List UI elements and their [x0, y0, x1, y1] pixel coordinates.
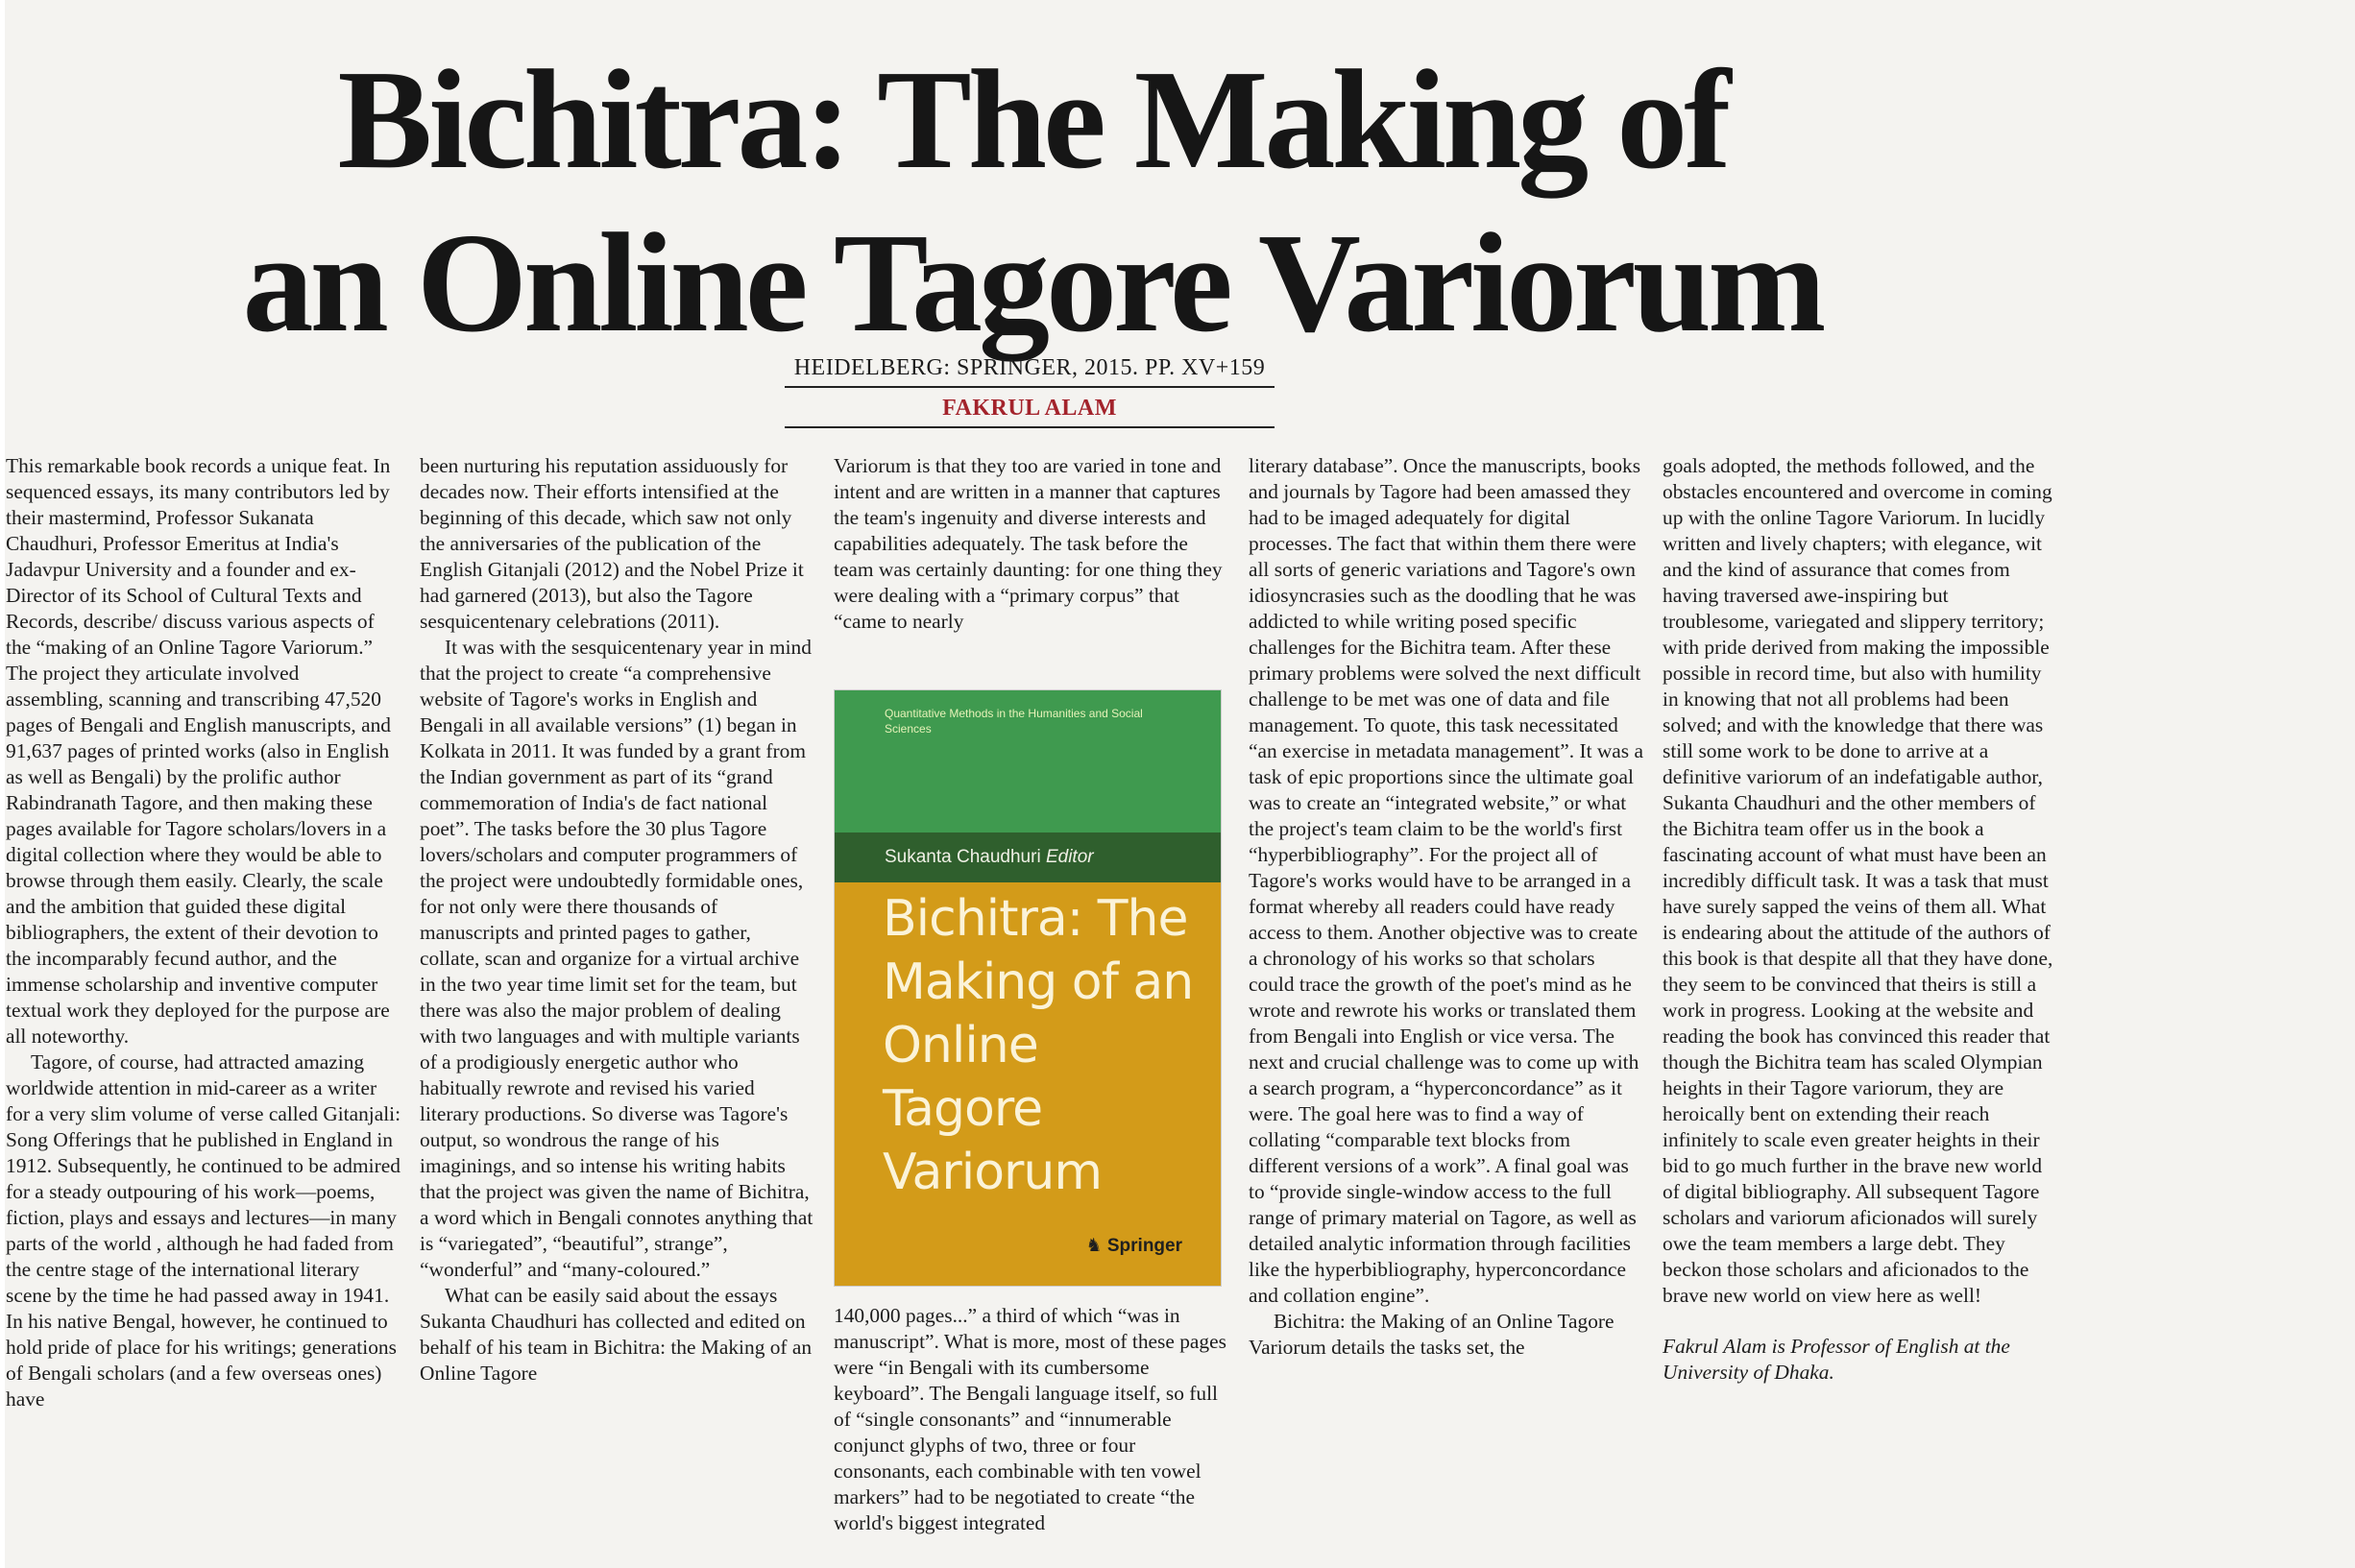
paragraph: Variorum is that they too are varied in tone and intent and are written in a manner that captures the team's ingenuity and diverse interests and capabilities adequately. The task before the team was certainly daunting: for one thing they were dealing with a “primary corpus” that “came to nearly [834, 454, 1223, 633]
column-3 [834, 453, 1229, 635]
cover-title-line: Bichitra: The [883, 890, 1188, 948]
paragraph: literary database”. Once the manuscripts, books and journals by Tagore had been amassed they had to be imaged adequately for digital processes. The fact that within them there were all sorts of generic variations and Tagore's own idiosyncrasies such as the doodling that he was addicted to while writing posed specific challenges for the Bichitra team. After these primary problems were solved the next difficult challenge to be met was one of data and file management. To quote, this task necessitated “an exercise in metadata management”. It was a task of epic proportions since the ultimate goal was to create an “integrated website,” or what the project's team claim to be the world's first “hyperbibliography”. For the project all of Tagore's works would have to be arranged in a format whereby all readers could have ready access to them. Another objective was to create a chronology of his works so that scholars could trace the growth of the poet's mind as he wrote and rewrote his works or translated them from Bengali into English or vice versa. The next and crucial challenge was to come up with a search program, a “hyperconcordance” as it were. The goal here was to find a way of collating “comparable text blocks from different versions of a work”. A final goal was to “provide single-window access to the full range of primary material on Tagore, as well as detailed analytic information through facilities like the hyperbibliography, hyperconcordance and collation engine”. [1249, 454, 1643, 1307]
author-note: Fakrul Alam is Professor of English at the University of Dhaka. [1663, 1335, 2010, 1384]
paragraph: goals adopted, the methods followed, and the obstacles encountered and overcome in coming up with the online Tagore Variorum. In lucidly written and lively chapters; with elegance, wit and the kind of assurance that comes from having traversed awe-inspiring but troublesome, variegated and slippery territory; with pride derived from making the impossible possible in record time, but also with humility in knowing that not all problems had been solved; and with the knowledge that there was still some work to be done to arrive at a definitive variorum of an indefatigable author, Sukanta Chaudhuri and the other members of the Bichitra team offer us in the book a fascinating account of what must have been an incredibly difficult task. It was a task that must have surely sapped the veins of them all. What is endearing about the attitude of the authors of this book is that despite all that they have done, they seem to be convinced that theirs is still a work in progress. Looking at the website and reading the book has convinced this reader that though the Bichitra team has scaled Olympian heights in their Tagore variorum, they are heroically bent on extending their reach infinitely to scale even greater heights in their bid to go much further in the brave new world of digital bibliography. All subsequent Tagore scholars and variorum aficionados will surely owe the team members a large debt. They beckon those scholars and aficionados to the brave new world on view here as well! [1663, 454, 2053, 1307]
springer-horse-icon: ♞ [1085, 1236, 1103, 1256]
cover-title-line: Making of an [883, 953, 1194, 1011]
cover-publisher-name: Springer [1106, 1236, 1182, 1256]
paragraph: Tagore, of course, had attracted amazing worldwide attention in mid-career as a writer for a very slim volume of verse called Gitanjali: Song Offerings that he published in England in 1912. Subsequently, he continued to be admired for a steady outpouring of his work—poems, fiction, plays and essays and lectures—in many parts of the world , although he had faded from the centre stage of the international literary scene by the time he had passed away in 1941. In his native Bengal, however, he continued to hold pride of place for his writings; generations of Bengali scholars (and a few overseas ones) have [6, 1050, 401, 1411]
book-cover-image [834, 689, 1222, 1287]
column-3-continued [834, 1303, 1229, 1536]
paragraph: Bichitra: the Making of an Online Tagore Variorum details the tasks set, the [1249, 1310, 1615, 1359]
cover-editor-name: Sukanta Chaudhuri [885, 847, 1041, 867]
publication-info: HEIDELBERG: SPRINGER, 2015. PP. XV+159 [785, 353, 1275, 388]
column-5 [1663, 453, 2058, 1386]
cover-title-line: Variorum [883, 1144, 1103, 1201]
headline-line-1: Bichitra: The Making of [337, 41, 1728, 199]
headline [0, 38, 2065, 365]
paragraph: This remarkable book records a unique feat. In sequenced essays, its many contributors led by their mastermind, Professor Sukanata Chaudhuri, Professor Emeritus at India's Jadavpur University and a founder and ex-Director of its School of Cultural Texts and Records, describe/ discuss various aspects of the “making of an Online Tagore Variorum.” The project they articulate involved assembling, scanning and transcribing 47,520 pages of Bengali and English manuscripts, and 91,637 pages of printed works (also in English as well as Bengali) by the prolific author Rabindranath Tagore, and then making these pages available for Tagore scholars/lovers in a digital collection where they would be able to browse through them easily. Clearly, the scale and the ambition that guided these digital bibliographers, the extent of their devotion to the incomparably fecund author, and the immense scholarship and inventive computer textual work they deployed for the purpose are all noteworthy. [6, 454, 391, 1048]
paragraph: 140,000 pages...” a third of which “was in manuscript”. What is more, most of these pages were “in Bengali with its cumbersome keyboard”. The Bengali language itself, so full of “single consonants” and “innumerable conjunct glyphs of two, three or four consonants, each combinable with ten vowel markers” had to be negotiated to create “the world's biggest integrated [834, 1304, 1226, 1534]
paragraph: It was with the sesquicentenary year in mind that the project to create “a comprehensive website of Tagore's works in English and Bengali in all available versions” (1) began in Kolkata in 2011. It was funded by a grant from the Indian government as part of its “grand commemoration of India's de fact national poet”. The tasks before the 30 plus Tagore lovers/scholars and computer programmers of the project were undoubtedly formidable ones, for not only were there thousands of manuscripts and printed pages to gather, collate, scan and organize for a virtual archive in the two year time limit set for the team, but there was also the major problem of dealing with two languages and with multiple variants of a prodigiously energetic author who habitually rewrote and revised his varied literary productions. So diverse was Tagore's output, so wondrous the range of his imaginings, and so intense his writing habits that the project was given the name of Bichitra, a word which in Bengali connotes anything that is “variegated”, “beautiful”, strange”, “wonderful” and “many-coloured.” [420, 636, 813, 1281]
column-2 [420, 453, 815, 1387]
cover-title-line: Online Tagore [883, 1017, 1043, 1138]
headline-line-2: an Online Tagore Variorum [242, 205, 1823, 362]
cover-editor-role: Editor [1045, 847, 1094, 867]
paragraph: been nurturing his reputation assiduously for decades now. Their efforts intensified at the beginning of this decade, which saw not only the anniversaries of the publication of the English Gitanjali (2012) and the Nobel Prize it had garnered (2013), but also the Tagore sesquicentenary celebrations (2011). [420, 454, 804, 633]
column-4 [1249, 453, 1644, 1361]
column-1 [6, 453, 401, 1412]
cover-editor-band [835, 832, 1221, 882]
cover-publisher [1086, 1235, 1182, 1257]
author-byline: FAKRUL ALAM [785, 394, 1275, 428]
cover-series-title: Quantitative Methods in the Humanities and Social Sciences [885, 707, 1143, 736]
paragraph: What can be easily said about the essays Sukanta Chaudhuri has collected and edited on behalf of his team in Bichitra: the Making of an Online Tagore [420, 1284, 813, 1385]
cover-title [883, 887, 1200, 1204]
